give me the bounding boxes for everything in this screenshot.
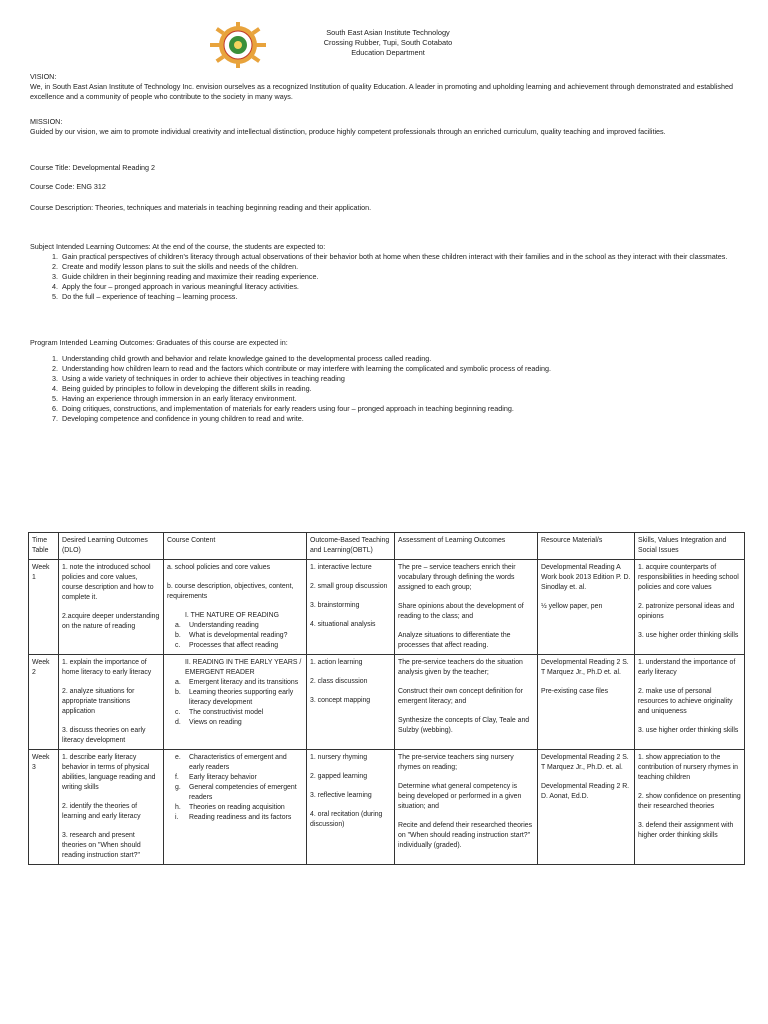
content-item <box>175 753 303 773</box>
dlo-text: 1. explain the importance of home literacy to early literacy <box>62 659 152 676</box>
silo-item: 5. Do the full – experience of teaching – learning process. <box>60 292 740 302</box>
assessment-text: The pre-service teachers sing nursery rhymes on reading; <box>398 754 514 771</box>
dlo-cell <box>59 655 164 750</box>
skills-cell <box>635 560 745 655</box>
assessment-text: Share opinions about the development of reading to the class; and <box>398 603 524 620</box>
content-item <box>175 813 303 823</box>
obtl-cell <box>307 655 395 750</box>
content-item-text: Theories on reading acquisition <box>189 804 285 811</box>
column-header: Skills, Values Integration and Social Issues <box>635 533 745 560</box>
pilo-intro: Program Intended Learning Outcomes: Graduates of this course are expected in: <box>30 338 288 347</box>
resource-text: Developmental Reading 2 R. D. Aonat, Ed.D. <box>541 783 630 800</box>
skills-text: 3. use higher order thinking skills <box>638 632 739 639</box>
table-row <box>29 750 745 865</box>
institution-header <box>288 28 488 58</box>
content-item <box>175 773 303 783</box>
mission-text: Guided by our vision, we aim to promote individual creativity and intellectual distinction, produce highly competent professionals through an enriched curriculum, quality teaching and improved facilities. <box>30 127 666 136</box>
vision-label: VISION: <box>30 72 57 81</box>
content-item <box>175 783 303 803</box>
week-cell: Week 2 <box>29 655 59 750</box>
course-plan-table <box>28 532 745 865</box>
dlo-text: 3. research and present theories on "When should reading instruction start?" <box>62 832 141 859</box>
content-item-marker: c. <box>175 709 181 716</box>
obtl-text: 2. gapped learning <box>310 773 368 780</box>
resource-cell <box>538 655 635 750</box>
assessment-cell <box>395 750 538 865</box>
content-item-marker: a. <box>175 622 181 629</box>
obtl-text: 3. concept mapping <box>310 697 371 704</box>
pilo-item: 7. Developing competence and confidence in young children to read and write. <box>60 414 740 424</box>
dlo-text: 3. discuss theories on early literacy development <box>62 727 146 744</box>
content-item-text: The constructivist model <box>189 709 264 716</box>
table-header-row <box>29 533 745 560</box>
resource-text: ½ yellow paper, pen <box>541 603 603 610</box>
silo-item: 2. Create and modify lesson plans to suit the skills and needs of the children. <box>60 262 740 272</box>
assessment-text: Recite and defend their researched theories on "When should reading instruction start?" individually (graded). <box>398 822 533 849</box>
obtl-text: 1. nursery rhyming <box>310 754 368 761</box>
content-item-marker: c. <box>175 642 181 649</box>
obtl-text: 1. action learning <box>310 659 363 666</box>
content-item-marker: g. <box>175 784 181 791</box>
silo-intro: Subject Intended Learning Outcomes: At the end of the course, the students are expected to: <box>30 242 326 251</box>
assessment-text: The pre – service teachers enrich their vocabulary through defining the words assigned to each group; <box>398 564 516 591</box>
content-item <box>175 718 303 728</box>
dlo-text: 2.acquire deeper understanding on the nature of reading <box>62 613 160 630</box>
content-item-text: What is developmental reading? <box>189 632 288 639</box>
content-item <box>175 641 303 651</box>
pilo-section <box>30 338 740 424</box>
content-item-marker: e. <box>175 754 181 761</box>
obtl-text: 4. oral recitation (during discussion) <box>310 811 383 828</box>
skills-text: 3. defend their assignment with higher order thinking skills <box>638 822 734 839</box>
pilo-item: 6. Doing critiques, constructions, and implementation of materials for early readers using four – pronged approach in teaching beginning reading. <box>60 404 740 414</box>
skills-cell <box>635 750 745 865</box>
content-text: b. course description, objectives, content, requirements <box>167 583 294 600</box>
pilo-item: 5. Having an experience through immersion in an early literacy environment. <box>60 394 740 404</box>
assessment-text: Determine what general competency is being developed or performed in a given situation; and <box>398 783 522 810</box>
content-item-text: Processes that affect reading <box>189 642 279 649</box>
skills-text: 3. use higher order thinking skills <box>638 727 739 734</box>
obtl-text: 3. brainstorming <box>310 602 360 609</box>
resource-text: Developmental Reading 2 S. T Marquez Jr., Ph.D et. al. <box>541 659 629 676</box>
obtl-text: 2. small group discussion <box>310 583 388 590</box>
pilo-item: 2. Understanding how children learn to read and the factors which contribute or may interfere with learning the complicated and symbolic process of reading. <box>60 364 740 374</box>
assessment-text: Synthesize the concepts of Clay, Teale and Sulzby (webbing). <box>398 717 530 734</box>
content-section-heading: II. READING IN THE EARLY YEARS / EMERGENT READER <box>185 659 302 676</box>
pilo-list <box>30 354 740 424</box>
assessment-text: The pre-service teachers do the situation analysis given by the teacher; <box>398 659 523 676</box>
content-item <box>175 688 303 708</box>
column-header: Resource Material/s <box>538 533 635 560</box>
assessment-text: Analyze situations to differentiate the processes that affect reading. <box>398 632 511 649</box>
dlo-cell <box>59 560 164 655</box>
content-item-marker: f. <box>175 774 179 781</box>
assessment-cell <box>395 655 538 750</box>
assessment-text: Construct their own concept definition for emergent literacy; and <box>398 688 523 705</box>
content-item-text: Understanding reading <box>189 622 259 629</box>
skills-text: 1. understand the importance of early literacy <box>638 659 736 676</box>
silo-item: 3. Guide children in their beginning reading and maximize their reading experience. <box>60 272 740 282</box>
content-item-marker: a. <box>175 679 181 686</box>
content-cell <box>164 655 307 750</box>
column-header: Course Content <box>164 533 307 560</box>
column-header: Outcome-Based Teaching and Learning(OBTL) <box>307 533 395 560</box>
table-row <box>29 560 745 655</box>
pilo-item: 4. Being guided by principles to follow in developing the different skills in reading. <box>60 384 740 394</box>
resource-text: Developmental Reading 2 S. T Marquez Jr., Ph.D. et. al. <box>541 754 629 771</box>
content-item <box>175 678 303 688</box>
vision-section <box>30 72 740 102</box>
dlo-cell <box>59 750 164 865</box>
vision-text: We, in South East Asian Institute of Technology Inc. envision ourselves as a recognized Institution of quality Education. A leader in promoting and upholding learning and achievement through demonstrated and established excellence and a community of people who contribute to the society in many ways. <box>30 82 733 101</box>
dlo-text: 1. note the introduced school policies and core values, course description and how to complete it. <box>62 564 154 601</box>
institution-department: Education Department <box>351 48 425 57</box>
content-item-text: Emergent literacy and its transitions <box>189 679 299 686</box>
dlo-text: 2. analyze situations for appropriate transitions application <box>62 688 135 715</box>
content-cell <box>164 560 307 655</box>
obtl-text: 1. interactive lecture <box>310 564 372 571</box>
resource-cell <box>538 560 635 655</box>
content-item-text: Learning theories supporting early literacy development <box>189 689 294 706</box>
obtl-cell <box>307 750 395 865</box>
course-code: Course Code: ENG 312 <box>30 182 106 191</box>
content-item-marker: b. <box>175 632 181 639</box>
obtl-cell <box>307 560 395 655</box>
assessment-cell <box>395 560 538 655</box>
obtl-text: 2. class discussion <box>310 678 368 685</box>
silo-section <box>30 242 740 302</box>
content-item-text: Views on reading <box>189 719 242 726</box>
silo-list <box>30 252 740 302</box>
content-item-text: Characteristics of emergent and early readers <box>189 754 287 771</box>
dlo-text: 1. describe early literacy behavior in terms of physical abilities, language reading and writing skills <box>62 754 156 791</box>
week-cell: Week 1 <box>29 560 59 655</box>
skills-text: 1. acquire counterparts of responsibilities in heeding school policies and core values <box>638 564 739 591</box>
skills-text: 2. patronize personal ideas and opinions <box>638 603 735 620</box>
resource-text: Developmental Reading A Work book 2013 Edition P. D. Sinodlay et. al. <box>541 564 631 591</box>
column-header: Time Table <box>29 533 59 560</box>
institution-address: Crossing Rubber, Tupi, South Cotabato <box>323 38 453 47</box>
resource-cell <box>538 750 635 865</box>
silo-item: 1. Gain practical perspectives of children's literacy through actual observations of their behavior both at home when these children interact with their families and in the school as they interact with their classmates. <box>60 252 740 262</box>
skills-text: 1. show appreciation to the contribution of nursery rhymes in teaching children <box>638 754 738 781</box>
course-title: Course Title: Developmental Reading 2 <box>30 163 156 172</box>
column-header: Assessment of Learning Outcomes <box>395 533 538 560</box>
content-item-marker: b. <box>175 689 181 696</box>
content-section-heading: I. THE NATURE OF READING <box>185 612 279 619</box>
skills-cell <box>635 655 745 750</box>
content-item-text: Early literacy behavior <box>189 774 257 781</box>
column-header: Desired Learning Outcomes (DLO) <box>59 533 164 560</box>
obtl-text: 3. reflective learning <box>310 792 372 799</box>
week-cell: Week 3 <box>29 750 59 865</box>
content-item-marker: d. <box>175 719 181 726</box>
pilo-item: 1. Understanding child growth and behavior and relate knowledge gained to the developmental process called reading. <box>60 354 740 364</box>
content-item <box>175 803 303 813</box>
skills-text: 2. show confidence on presenting their researched theories <box>638 793 741 810</box>
content-item <box>175 631 303 641</box>
mission-label: MISSION: <box>30 117 63 126</box>
obtl-text: 4. situational analysis <box>310 621 376 628</box>
resource-text: Pre-existing case files <box>541 688 609 695</box>
pilo-item: 3. Using a wide variety of techniques in order to achieve their objectives in teaching reading <box>60 374 740 384</box>
institution-name: South East Asian Institute Technology <box>326 28 450 37</box>
content-item-marker: i. <box>175 814 179 821</box>
content-item-text: Reading readiness and its factors <box>189 814 292 821</box>
content-text: a. school policies and core values <box>167 564 271 571</box>
content-item <box>175 621 303 631</box>
content-cell <box>164 750 307 865</box>
content-item <box>175 708 303 718</box>
table-row <box>29 655 745 750</box>
content-item-text: General competencies of emergent readers <box>189 784 297 801</box>
content-item-marker: h. <box>175 804 181 811</box>
silo-item: 4. Apply the four – pronged approach in various meaningful literacy activities. <box>60 282 740 292</box>
skills-text: 2. make use of personal resources to achieve originality and uniqueness <box>638 688 733 715</box>
mission-section <box>30 117 740 137</box>
school-seal-logo <box>206 22 270 68</box>
course-description: Course Description: Theories, techniques and materials in teaching beginning reading and their application. <box>30 203 372 212</box>
dlo-text: 2. identify the theories of learning and early literacy <box>62 803 141 820</box>
